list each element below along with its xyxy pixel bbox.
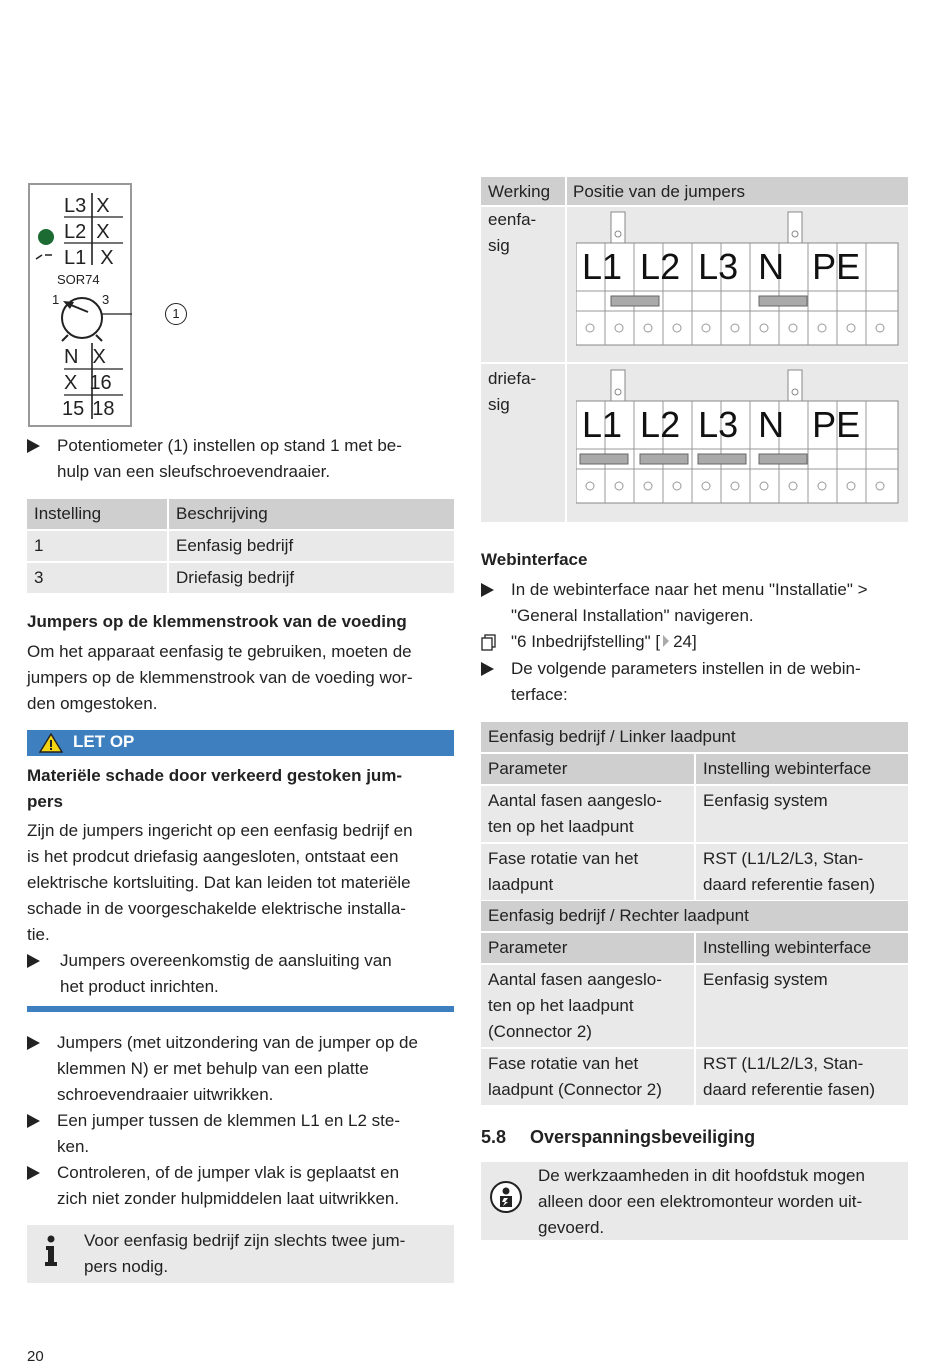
info-icon (41, 1235, 61, 1269)
param-table-title: Eenfasig bedrijf / Rechter laadpunt (481, 901, 908, 932)
section-title: Overspanningsbeveiliging (530, 1127, 756, 1147)
terminal-label-pe: PE (812, 404, 861, 445)
pot-label-l1: L1 (64, 247, 87, 269)
jumper-table (481, 177, 908, 522)
section-heading (481, 1124, 755, 1150)
param-value: RST (L1/L2/L3, Stan- daard referentie fasen) (695, 843, 908, 900)
notice-title: Materiële schade door verkeerd gestoken jum- pers (27, 766, 403, 811)
web-step-parameters: De volgende parameters instellen in de webin- terface: (481, 656, 921, 708)
param-cell: Aantal fasen aangeslo- ten op het laadpunt (481, 785, 695, 843)
param-value: Eenfasig system (695, 964, 908, 1048)
electrician-box (481, 1162, 908, 1240)
pot-label-x2: X (96, 221, 110, 243)
param-cell: Aantal fasen aangeslo- ten op het laadpunt (Connector 2) (481, 964, 695, 1048)
info-box (27, 1225, 454, 1283)
step-insert-jumper: Een jumper tussen de klemmen L1 en L2 ste- ken. (27, 1108, 457, 1160)
page-link-icon (663, 635, 669, 647)
electrician-text: gevoerd. (538, 1218, 605, 1237)
terminal-label-n: N (758, 246, 785, 287)
param-header: Parameter (481, 932, 695, 964)
pot-dial-label-1: 1 (52, 292, 60, 307)
param-cell: Fase rotatie van het laadpunt (488, 849, 639, 894)
web-reference: "6 Inbedrijfstelling" [ 24] (481, 629, 921, 655)
electrician-text: De werkzaamheden in dit hoofdstuk mogen (538, 1166, 865, 1185)
pot-label-x5: X (64, 372, 78, 394)
pot-model-label: SOR74 (57, 272, 100, 287)
pot-label-x1: X (96, 195, 110, 217)
step-set-potentiometer: Potentiometer (1) instellen op stand 1 met be- hulp van een sleufschroevendraaier. (27, 433, 457, 485)
terminal-label-n: N (758, 404, 785, 445)
terminal-label-l1: L1 (582, 404, 623, 445)
param-value: Eenfasig system (695, 785, 908, 843)
pot-label-15: 15 (62, 398, 85, 420)
step-check-jumper: Controleren, of de jumper vlak is geplaatst en zich niet zonder hulpmiddelen laat uitwrikken. (27, 1160, 457, 1212)
terminal-label-pe: PE (812, 246, 861, 287)
settings-cell: Eenfasig bedrijf (168, 530, 454, 562)
settings-header-instelling: Instelling (27, 499, 168, 530)
pot-label-16: 16 (89, 372, 112, 394)
page-link[interactable]: 24] (673, 632, 697, 651)
pot-label-18: 18 (92, 398, 115, 420)
electrician-text: alleen door een elektromonteur worden uit- (538, 1192, 863, 1211)
param-value: RST (L1/L2/L3, Stan- daard referentie fasen) (695, 1048, 908, 1105)
jumper-row-driefasig: driefa- sig (488, 369, 537, 414)
terminal-strip-single-phase (576, 211, 901, 351)
section-number: 5.8 (481, 1127, 507, 1147)
notice-bottom-rule (27, 1006, 454, 1012)
info-text: pers nodig. (84, 1257, 169, 1276)
terminal-label-l2: L2 (640, 246, 681, 287)
pot-dial-label-3: 3 (102, 292, 110, 307)
webinterface-title: Webinterface (481, 550, 588, 569)
callout-1: 1 (165, 303, 187, 325)
electrician-icon (489, 1180, 523, 1214)
notice-action: Jumpers overeenkomstig de aansluiting van het product inrichten. (27, 948, 457, 1000)
notice-banner (27, 730, 454, 756)
jumpers-section-text: Om het apparaat eenfasig te gebruiken, moeten de jumpers op de klemmenstrook van de voeding wor- den omgestoken. (27, 642, 413, 713)
terminal-label-l3: L3 (698, 246, 739, 287)
jumpers-section-title: Jumpers op de klemmenstrook van de voeding (27, 612, 407, 631)
document-reference-icon (481, 634, 497, 652)
web-step-navigate: In de webinterface naar het menu "Installatie" > "General Installation" navigeren. (481, 577, 921, 629)
param-header: Instelling webinterface (695, 753, 908, 785)
param-table-left (481, 722, 908, 900)
pot-label-x3: X (100, 247, 114, 269)
warning-icon (39, 733, 63, 753)
settings-header-beschrijving: Beschrijving (168, 499, 454, 530)
info-text: Voor eenfasig bedrijf zijn slechts twee jum- (84, 1231, 406, 1250)
jumper-header-werking: Werking (488, 182, 551, 201)
settings-table (27, 499, 454, 593)
terminal-label-l2: L2 (640, 404, 681, 445)
terminal-strip-three-phase (576, 369, 901, 509)
settings-cell: Driefasig bedrijf (168, 562, 454, 593)
pot-label-x4: X (92, 346, 106, 368)
pot-label-n: N (64, 346, 79, 368)
pot-label-l2: L2 (64, 221, 87, 243)
step-remove-jumpers: Jumpers (met uitzondering van de jumper op de klemmen N) er met behulp van een platte schroevendraaier uitwrikken. (27, 1030, 457, 1108)
settings-cell: 1 (27, 530, 168, 562)
pot-label-l3: L3 (64, 195, 87, 217)
page-number: 20 (27, 1348, 44, 1365)
param-header: Parameter (481, 753, 695, 785)
param-table-right (481, 901, 908, 1105)
notice-body: Zijn de jumpers ingericht op een eenfasig bedrijf en is het prodcut driefasig aangesloten, ontstaat een elektrische kortsluiting. Dat kan leiden tot materiële schade in de voorgeschakelde elektrische installa- tie. (27, 821, 413, 944)
param-table-title: Eenfasig bedrijf / Linker laadpunt (481, 722, 908, 753)
terminal-label-l3: L3 (698, 404, 739, 445)
param-cell: Fase rotatie van het laadpunt (Connector 2) (488, 1054, 662, 1099)
notice-label: LET OP (73, 732, 135, 751)
jumper-header-positie: Positie van de jumpers (573, 182, 745, 201)
potentiometer-diagram (28, 183, 132, 427)
settings-cell: 3 (34, 568, 44, 587)
terminal-label-l1: L1 (582, 246, 623, 287)
param-header: Instelling webinterface (695, 932, 908, 964)
jumper-row-eenfasig: eenfa- sig (488, 210, 537, 255)
